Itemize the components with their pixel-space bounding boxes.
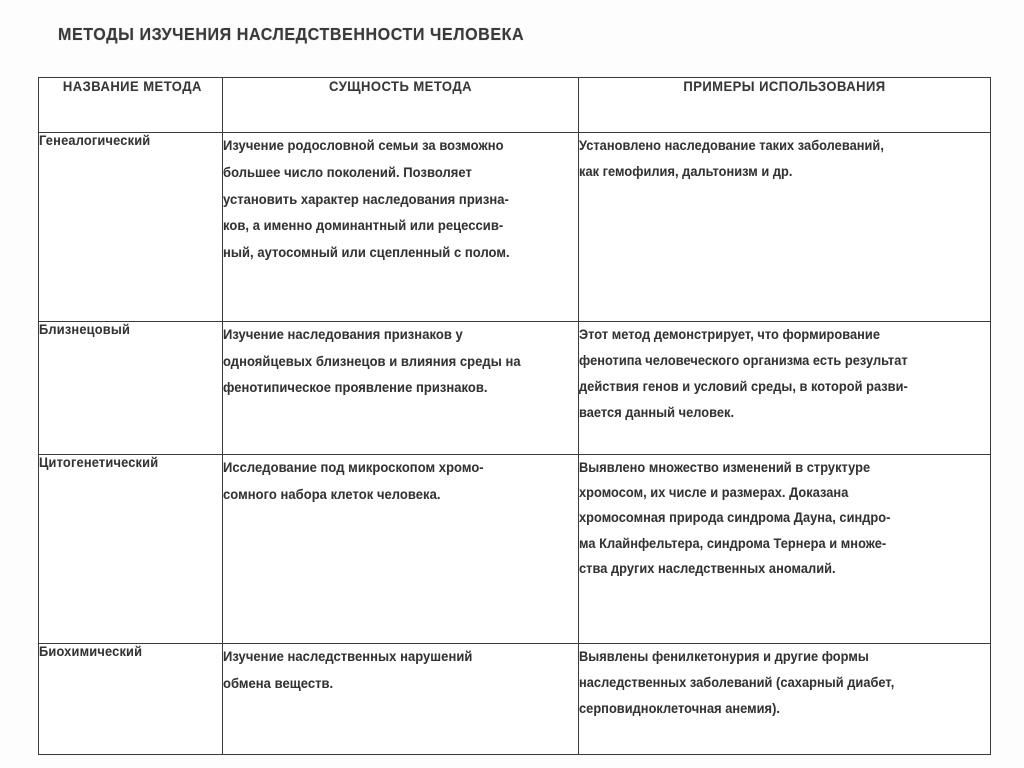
- text-line: ма Клайнфельтера, синдрома Тернера и множе-: [579, 535, 887, 551]
- column-header-usage-examples-label: ПРИМЕРЫ ИСПОЛЬЗОВАНИЯ: [683, 78, 886, 94]
- column-header-method-name: [39, 78, 223, 133]
- text-line: фенотипическое проявление признаков.: [223, 380, 488, 395]
- method-essence-text: [223, 133, 562, 267]
- text-line: ков, а именно доминантный или рецессив-: [223, 218, 504, 234]
- methods-table: [38, 77, 991, 755]
- text-line: Изучение наследования признаков у: [223, 327, 463, 342]
- method-essence-text: [223, 644, 562, 697]
- column-header-usage-examples: [579, 78, 991, 133]
- table-row: [39, 133, 991, 322]
- text-line: хромосомная природа синдрома Дауна, синдро-: [579, 510, 891, 526]
- table-row: [39, 644, 991, 755]
- method-name-text: Генеалогический: [39, 133, 151, 148]
- usage-examples-text: [579, 133, 972, 185]
- text-line: фенотипа человеческого организма есть результат: [579, 353, 908, 369]
- text-line: установить характер наследования призна-: [223, 191, 509, 207]
- text-line: вается данный человек.: [579, 405, 735, 421]
- text-line: действия генов и условий среды, в которой разви-: [579, 379, 908, 395]
- text-line: наследственных заболеваний (сахарный диабет,: [579, 675, 895, 691]
- text-line: Выявлено множество изменений в структуре: [579, 460, 871, 475]
- text-line: серповидноклеточная анемия).: [579, 701, 780, 717]
- text-line: обмена веществ.: [223, 675, 334, 691]
- method-essence-text: [223, 322, 562, 402]
- text-line: Изучение наследственных нарушений: [223, 649, 473, 664]
- column-header-method-name-label: НАЗВАНИЕ МЕТОДА: [62, 78, 202, 94]
- table-row: [39, 455, 991, 644]
- cell-method-name: [39, 644, 223, 755]
- usage-examples-text: [579, 322, 972, 427]
- text-line: как гемофилия, дальтонизм и др.: [579, 164, 793, 180]
- page-title: МЕТОДЫ ИЗУЧЕНИЯ НАСЛЕДСТВЕННОСТИ ЧЕЛОВЕКА: [58, 24, 525, 44]
- cell-usage-examples: [579, 644, 991, 755]
- column-header-method-essence: [223, 78, 579, 133]
- method-name-text: Биохимический: [39, 644, 143, 659]
- cell-method-name: [39, 133, 223, 322]
- usage-examples-text: [579, 455, 972, 581]
- text-line: сомного набора клеток человека.: [223, 486, 441, 502]
- cell-usage-examples: [579, 133, 991, 322]
- cell-method-essence: [223, 322, 579, 455]
- cell-method-name: [39, 322, 223, 455]
- text-line: ный, аутосомный или сцепленный с полом.: [223, 245, 510, 261]
- text-line: Исследование под микроскопом хромо-: [223, 460, 484, 475]
- usage-examples-text: [579, 644, 972, 722]
- method-name-text: Цитогенетический: [39, 455, 159, 470]
- cell-method-essence: [223, 644, 579, 755]
- cell-method-name: [39, 455, 223, 644]
- text-line: Этот метод демонстрирует, что формирование: [579, 327, 881, 342]
- text-line: большее число поколений. Позволяет: [223, 164, 472, 180]
- text-line: хромосом, их числе и размерах. Доказана: [579, 485, 849, 501]
- method-name-text: Близнецовый: [39, 322, 131, 337]
- table-row: [39, 322, 991, 455]
- text-line: однояйцевых близнецов и влияния среды на: [223, 353, 521, 369]
- table-header-row: [39, 78, 991, 133]
- text-line: Изучение родословной семьи за возможно: [223, 138, 504, 153]
- method-essence-text: [223, 455, 562, 508]
- text-line: Выявлены фенилкетонурия и другие формы: [579, 649, 869, 664]
- cell-usage-examples: [579, 322, 991, 455]
- text-line: Установлено наследование таких заболеваний,: [579, 138, 884, 153]
- cell-usage-examples: [579, 455, 991, 644]
- text-line: ства других наследственных аномалий.: [579, 560, 836, 576]
- cell-method-essence: [223, 455, 579, 644]
- cell-method-essence: [223, 133, 579, 322]
- column-header-method-essence-label: СУЩНОСТЬ МЕТОДА: [329, 78, 472, 94]
